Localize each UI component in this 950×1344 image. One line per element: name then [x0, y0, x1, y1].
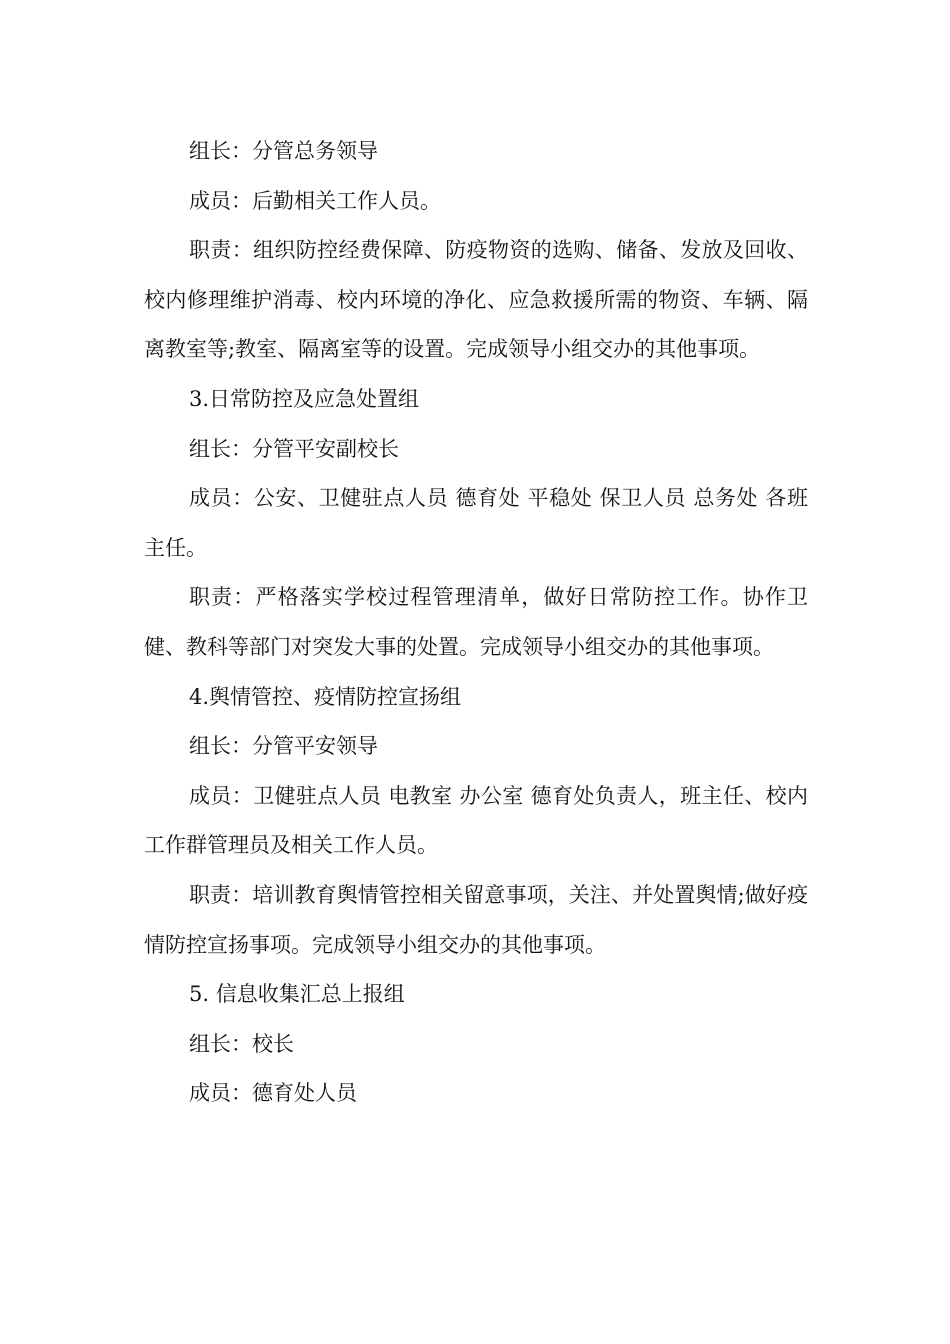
paragraph-members-logistics: 成员：后勤相关工作人员。 [189, 188, 441, 213]
paragraph-duties-public-opinion: 职责：培训教育舆情管控相关留意事项，关注、并处置舆情;做好疫情防控宣扬事项。完成领导小组交办的其他事项。 [144, 882, 808, 957]
paragraph-leader-logistics: 组长：分管总务领导 [189, 139, 378, 163]
section-heading-information-reporting: 5. 信息收集汇总上报组 [189, 982, 405, 1007]
paragraph-members-public-opinion: 成员：卫健驻点人员 电教室 办公室 德育处负责人，班主任、校内工作群管理员及相关工作人员。 [144, 783, 808, 858]
paragraph-duties-daily-prevention: 职责：严格落实学校过程管理清单，做好日常防控工作。协作卫健、教科等部门对突发大事的处置。完成领导小组交办的其他事项。 [144, 585, 808, 659]
section-heading-daily-prevention: 3.日常防控及应急处置组 [189, 386, 420, 411]
paragraph-duties-logistics: 职责：组织防控经费保障、防疫物资的选购、储备、发放及回收、校内修理维护消毒、校内环境的净化、应急救援所需的物资、车辆、隔离教室等;教室、隔离室等的设置。完成领导小组交办的其他事项。 [144, 238, 808, 362]
paragraph-leader-information-reporting: 组长：校长 [189, 1031, 294, 1056]
paragraph-leader-daily-prevention: 组长：分管平安副校长 [189, 436, 399, 461]
paragraph-members-information-reporting: 成员：德育处人员 [189, 1081, 357, 1106]
paragraph-leader-public-opinion: 组长：分管平安领导 [189, 734, 378, 759]
section-heading-public-opinion: 4.舆情管控、疫情防控宣扬组 [189, 684, 462, 709]
document-body [144, 127, 808, 1119]
paragraph-members-daily-prevention: 成员：公安、卫健驻点人员 德育处 平稳处 保卫人员 总务处 各班主任。 [144, 486, 808, 560]
